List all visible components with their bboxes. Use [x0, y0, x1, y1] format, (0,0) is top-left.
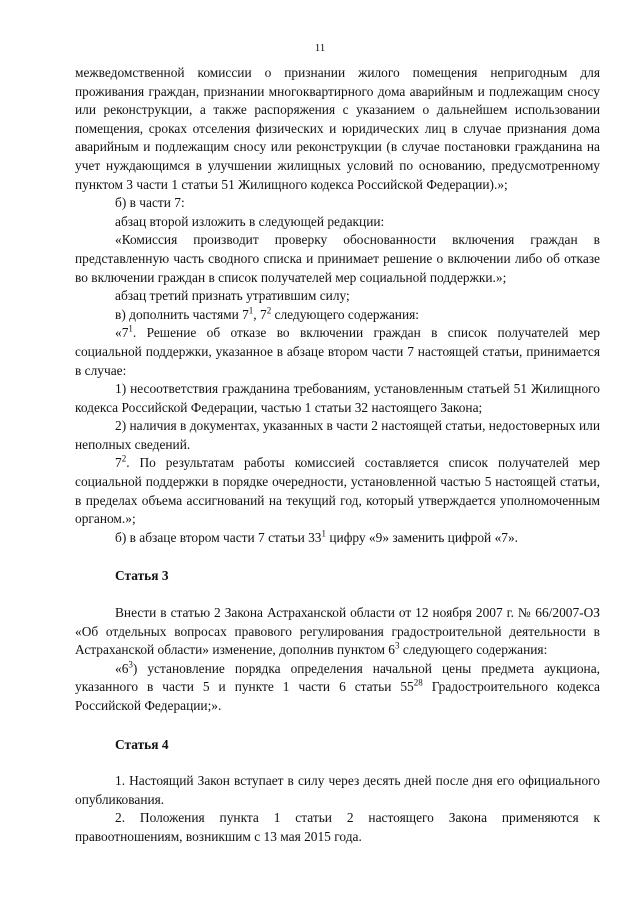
- add-parts-sep: , 7: [253, 306, 267, 322]
- add-parts-suffix: следующего содержания:: [271, 306, 420, 322]
- intro-paragraph: межведомственной комиссии о признании жилого помещения непригодным для проживания граждан, признании многоквартирного дома аварийным и подлежащим сносу или реконструкции, а также распоряжения с указанием о дальнейшем использовании помещения, сроках отселения физических и юридических лиц в случае признания дома аварийным и подлежащим сносу или реконструкции (в случае постановки гражданина на учет нуждающимся в улучшении жилищных условий по основанию, предусмотренному пунктом 3 части 1 статьи 51 Жилищного кодекса Российской Федерации).»;: [75, 65, 600, 192]
- abzac-vtoroy: абзац второй изложить в следующей редакции:: [115, 213, 385, 229]
- add-parts-sup1: 1: [248, 305, 254, 316]
- part71-sup: 1: [128, 323, 133, 334]
- article3-para2: [75, 660, 600, 716]
- document-body: [75, 64, 600, 847]
- part71-paragraph: [75, 324, 600, 380]
- item-b-replace-prefix: б) в абзаце втором части 7 статьи 33: [115, 529, 322, 545]
- item-b-part7: б) в части 7:: [115, 195, 185, 211]
- item-b-replace-suffix: цифру «9» заменить цифрой «7».: [326, 529, 519, 545]
- article4-item1: 1. Настоящий Закон вступает в силу через десять дней после дня его официального опубликования.: [75, 773, 600, 807]
- article3-heading: Статья 3: [115, 568, 169, 584]
- article3-para2-mid: ) установление порядка определения начальной цены предмета аукциона, указанного в части 5 и пункте 1 части 6 статьи 55: [75, 660, 600, 695]
- article3-para2-sup1: 3: [128, 659, 133, 670]
- article3-para2-suffix: Градостроительного кодекса Российской Федерации;».: [75, 679, 600, 713]
- abzac-tretiy: абзац третий признать утратившим силу;: [115, 288, 350, 304]
- article3-para2-sup2: 28: [413, 677, 423, 688]
- part72-num: 7: [115, 455, 122, 471]
- article4-heading: Статья 4: [115, 736, 169, 752]
- part72-paragraph: [75, 454, 600, 528]
- article3-para2-open: «6: [115, 660, 129, 676]
- add-parts-sup2: 2: [266, 305, 272, 316]
- article3-para1: [75, 604, 600, 660]
- article3-para1-suffix: следующего содержания:: [399, 642, 548, 658]
- add-parts-prefix: в) дополнить частями 7: [115, 306, 249, 322]
- part72-sup: 2: [121, 454, 127, 464]
- article3-para1-prefix: Внести в статью 2 Закона Астраханской области от 12 ноября 2007 г. № 66/2007-ОЗ «Об отдельных вопросах правового регулирования градостроительной деятельности в Астраханской области» изменение, дополнив пунктом 6: [75, 605, 600, 658]
- add-parts-paragraph: [75, 306, 600, 325]
- article4-item2: 2. Положения пункта 1 статьи 2 настоящего Закона применяются к правоотношениям, возникшим с 13 мая 2015 года.: [75, 810, 600, 844]
- page-number: 11: [314, 42, 326, 54]
- item-b-replace: [75, 529, 600, 548]
- reason2: 2) наличия в документах, указанных в части 2 настоящей статьи, недостоверных или неполных сведений.: [75, 418, 600, 452]
- item-b-replace-sup: 1: [321, 528, 327, 539]
- quote-commission: «Комиссия производит проверку обоснованности включения граждан в представленную часть сводного списка и принимает решение о включении либо об отказе во включении граждан в список получателей мер социальной поддержки.»;: [75, 232, 600, 285]
- part72-text: . По результатам работы комиссией составляется список получателей мер социальной поддержки в порядке очередности, установленной частью 5 настоящей статьи, в пределах объема ассигнований на текущий год, который утверждается уполномоченным органом.»;: [75, 455, 600, 527]
- article3-para1-sup: 3: [394, 640, 400, 651]
- reason1: 1) несоответствия гражданина требованиям, установленным статьей 51 Жилищного кодекса Российской Федерации, частью 1 статьи 32 настоящего Закона;: [75, 381, 600, 415]
- part71-open: «7: [115, 325, 129, 341]
- part71-text: . Решение об отказе во включении граждан в список получателей мер социальной поддержки, указанное в абзаце втором части 7 настоящей статьи, принимается в случае:: [75, 325, 600, 378]
